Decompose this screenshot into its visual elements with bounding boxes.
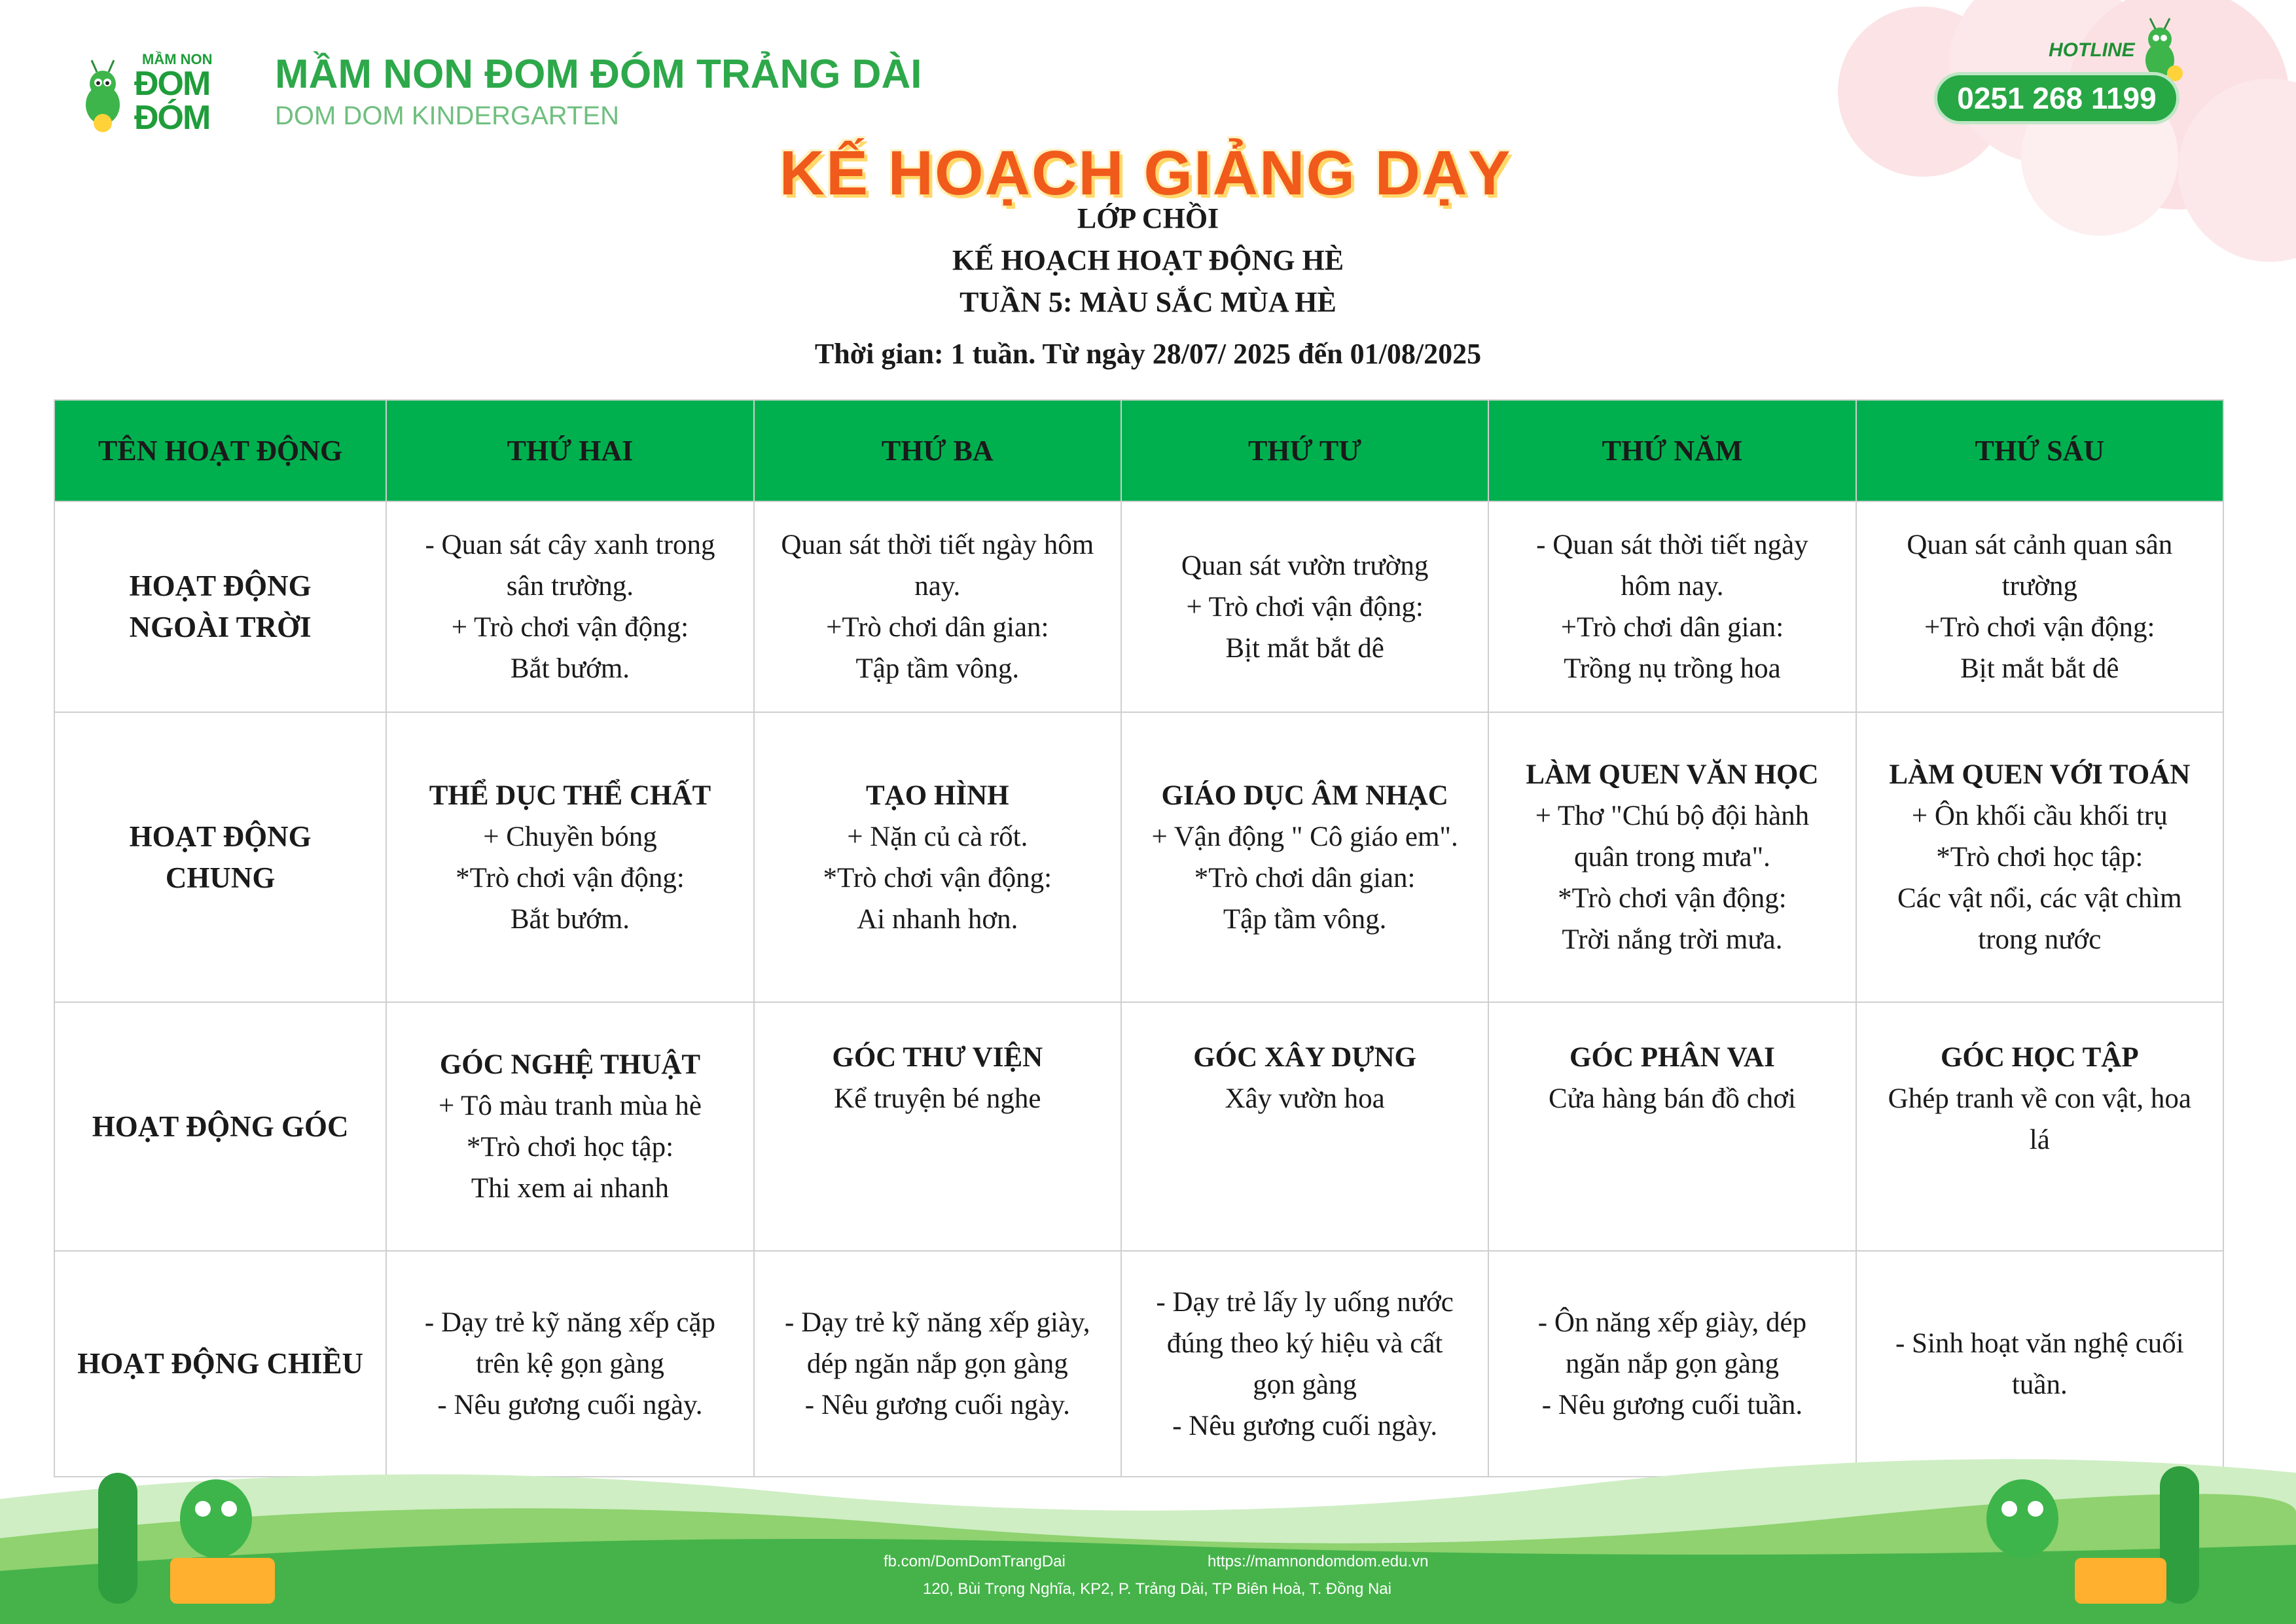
activity-plan-table — [54, 399, 2224, 1477]
cell-common-wednesday: GIÁO DỤC ÂM NHẠC + Vận động " Cô giáo em". *Trò chơi dân gian: Tập tầm vông. — [1121, 712, 1488, 1002]
header-activity-name: TÊN HOẠT ĐỘNG — [54, 400, 386, 501]
header-wednesday: THỨ TƯ — [1121, 400, 1488, 501]
table-row-outdoor — [54, 501, 2223, 712]
cell-common-monday: THỂ DỤC THỂ CHẤT + Chuyền bóng *Trò chơi vận động: Bắt bướm. — [386, 712, 753, 1002]
class-title: LỚP CHỒI — [1077, 202, 1219, 234]
cell-afternoon-tuesday: - Dạy trẻ kỹ năng xếp giày, dép ngăn nắp gọn gàng - Nêu gương cuối ngày. — [754, 1251, 1121, 1477]
school-logo — [134, 52, 226, 137]
hotline-number: 0251 268 1199 — [1934, 72, 2179, 124]
table-row-afternoon — [54, 1251, 2223, 1477]
header-monday: THỨ HAI — [386, 400, 753, 501]
header-thursday: THỨ NĂM — [1488, 400, 1856, 501]
table-header-row — [54, 400, 2223, 501]
footer-facebook: fb.com/DomDomTrangDai — [884, 1553, 1066, 1570]
cell-outdoor-thursday: - Quan sát thời tiết ngày hôm nay. +Trò chơi dân gian: Trồng nụ trồng hoa — [1488, 501, 1856, 712]
table-row-common — [54, 712, 2223, 1002]
cell-corner-monday: GÓC NGHỆ THUẬT + Tô màu tranh mùa hè *Trò chơi học tập: Thi xem ai nhanh — [386, 1002, 753, 1251]
table-row-corner — [54, 1002, 2223, 1251]
cell-outdoor-tuesday: Quan sát thời tiết ngày hôm nay. +Trò chơi dân gian: Tập tầm vông. — [754, 501, 1121, 712]
hotline-label: HOTLINE — [2049, 39, 2135, 61]
footer-address: 120, Bùi Trọng Nghĩa, KP2, P. Trảng Dài, TP Biên Hoà, T. Đồng Nai — [923, 1580, 1391, 1598]
logo-top-text: MẦM NON — [142, 51, 213, 67]
cell-outdoor-friday: Quan sát cảnh quan sân trường +Trò chơi vận động: Bịt mắt bắt dê — [1856, 501, 2223, 712]
cell-afternoon-thursday: - Ôn năng xếp giày, dép ngăn nắp gọn gàng - Nêu gương cuối tuần. — [1488, 1251, 1856, 1477]
footer-website: https://mamnondomdom.edu.vn — [1208, 1553, 1429, 1570]
row-name-corner: HOẠT ĐỘNG GÓC — [54, 1002, 386, 1251]
cell-common-tuesday: TẠO HÌNH + Nặn củ cà rốt. *Trò chơi vận động: Ai nhanh hơn. — [754, 712, 1121, 1002]
cell-corner-friday: GÓC HỌC TẬP Ghép tranh về con vật, hoa lá — [1856, 1002, 2223, 1251]
cell-common-thursday: LÀM QUEN VĂN HỌC + Thơ "Chú bộ đội hành quân trong mưa". *Trò chơi vận động: Trời nắng trời mưa. — [1488, 712, 1856, 1002]
school-subtitle: DOM DOM KINDERGARTEN — [275, 101, 619, 130]
cell-corner-thursday: GÓC PHÂN VAI Cửa hàng bán đồ chơi — [1488, 1002, 1856, 1251]
cell-corner-wednesday: GÓC XÂY DỰNG Xây vườn hoa — [1121, 1002, 1488, 1251]
cell-corner-tuesday: GÓC THƯ VIỆN Kể truyện bé nghe — [754, 1002, 1121, 1251]
plan-title: KẾ HOẠCH HOẠT ĐỘNG HÈ — [952, 244, 1344, 276]
cell-afternoon-monday: - Dạy trẻ kỹ năng xếp cặp trên kệ gọn gàng - Nêu gương cuối ngày. — [386, 1251, 753, 1477]
school-name: MẦM NON ĐOM ĐÓM TRẢNG DÀI — [275, 52, 922, 97]
row-name-afternoon: HOẠT ĐỘNG CHIỀU — [54, 1251, 386, 1477]
row-name-common: HOẠT ĐỘNG CHUNG — [54, 712, 386, 1002]
firefly-mascot-logo-icon — [73, 58, 132, 136]
cell-outdoor-wednesday: Quan sát vườn trường + Trò chơi vận động: Bịt mắt bắt dê — [1121, 501, 1488, 712]
cell-afternoon-wednesday: - Dạy trẻ lấy ly uống nước đúng theo ký hiệu và cất gọn gàng - Nêu gương cuối ngày. — [1121, 1251, 1488, 1477]
cell-outdoor-monday: - Quan sát cây xanh trong sân trường. + Trò chơi vận động: Bắt bướm. — [386, 501, 753, 712]
cell-afternoon-friday: - Sinh hoạt văn nghệ cuối tuần. — [1856, 1251, 2223, 1477]
time-range: Thời gian: 1 tuần. Từ ngày 28/07/ 2025 đến 01/08/2025 — [814, 338, 1482, 370]
cell-common-friday: LÀM QUEN VỚI TOÁN + Ôn khối cầu khối trụ *Trò chơi học tập: Các vật nổi, các vật chìm trong nước — [1856, 712, 2223, 1002]
week-title: TUẦN 5: MÀU SẮC MÙA HÈ — [960, 286, 1336, 318]
teaching-plan-banner: KẾ HOẠCH GIẢNG DẠY — [779, 138, 1512, 208]
header-friday: THỨ SÁU — [1856, 400, 2223, 501]
row-name-outdoor: HOẠT ĐỘNG NGOÀI TRỜI — [54, 501, 386, 712]
logo-line-2: ĐÓM — [134, 99, 210, 137]
header-tuesday: THỨ BA — [754, 400, 1121, 501]
logo-line-1: ĐOM — [134, 65, 210, 103]
